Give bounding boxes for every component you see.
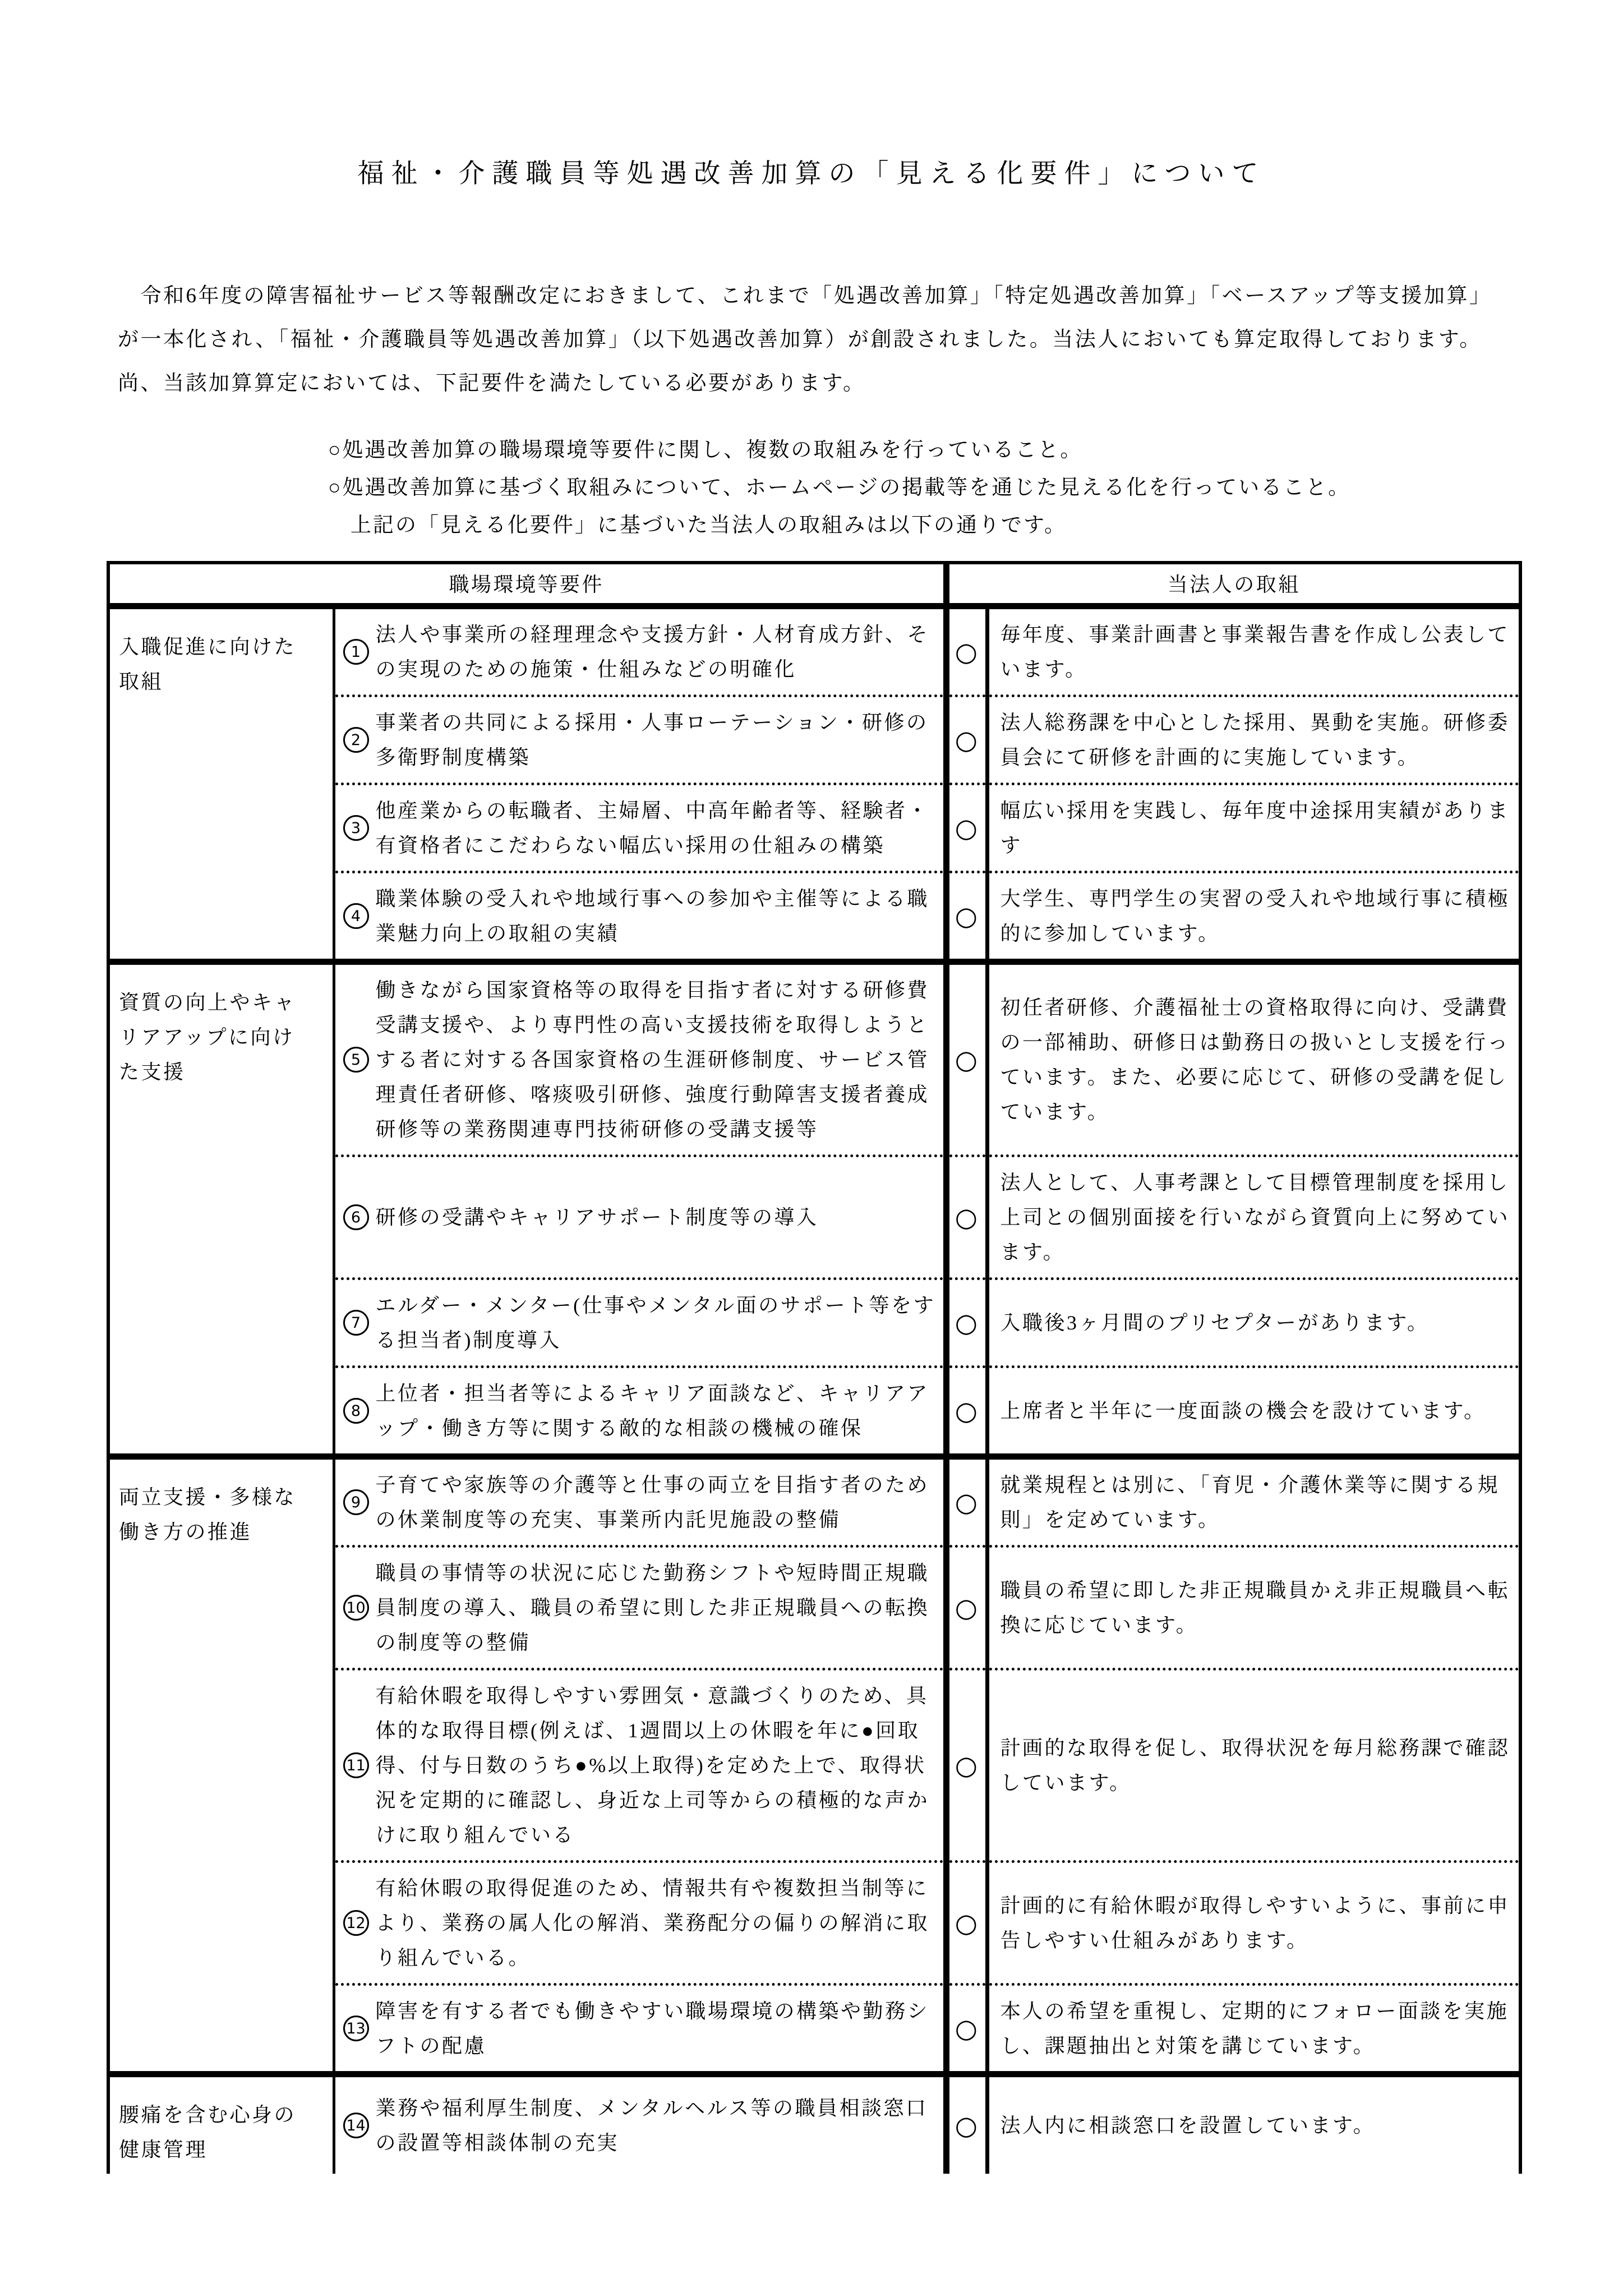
group-label-cell: 腰痛を含む心身の健康管理 xyxy=(108,2074,334,2174)
requirement-content xyxy=(343,1678,939,1852)
mark-cell: ○ xyxy=(946,2074,987,2174)
requirement-content xyxy=(343,2091,939,2160)
requirement-content xyxy=(343,1871,939,1975)
requirement-cell xyxy=(334,1547,946,1669)
requirement-cell xyxy=(334,1156,946,1279)
mark-cell: ○ xyxy=(946,962,987,1156)
requirement-text: 障害を有する者でも働きやすい職場環境の構築や勤務シフトの配慮 xyxy=(375,2000,930,2057)
group-label-cell: 入職促進に向けた取組 xyxy=(108,606,334,962)
page-title: 福祉・介護職員等処遇改善加算の「見える化要件」について xyxy=(357,159,1266,188)
initiative-cell: 毎年度、事業計画書と事業報告書を作成し公表しています。 xyxy=(987,606,1520,696)
requirement-text: 業務や福利厚生制度、メンタルヘルス等の職員相談窓口の設置等相談体制の充実 xyxy=(375,2097,928,2154)
intro-line: が一本化され、「福祉・介護職員等処遇改善加算」（以下処遇改善加算）が創設されました。当法人においても算定取得しております。 xyxy=(118,328,1482,351)
table-row xyxy=(108,606,1520,696)
mark-cell: ○ xyxy=(946,1367,987,1457)
mark-cell: ○ xyxy=(946,1547,987,1669)
item-number-badge: 2 xyxy=(343,727,369,753)
mark-cell: ○ xyxy=(946,1156,987,1279)
requirement-text: 職業体験の受入れや地域行事への参加や主催等による職業魅力向上の取組の実績 xyxy=(375,887,930,945)
requirement-text: 他産業からの転職者、主婦層、中高年齢者等、経験者・有資格者にこだわらない幅広い採用の仕組みの構築 xyxy=(375,799,930,857)
requirement-cell xyxy=(334,1862,946,1985)
initiative-cell: 法人内に相談窓口を設置しています。 xyxy=(987,2074,1520,2174)
requirement-content xyxy=(343,1288,939,1358)
column-header-workplace-requirements: 職場環境等要件 xyxy=(108,563,946,606)
requirement-text: 職員の事情等の状況に応じた勤務シフトや短時間正規職員制度の導入、職員の希望に則した非正規職員への転換の制度等の整備 xyxy=(375,1562,930,1654)
bullet-item: ○処遇改善加算の職場環境等要件に関し、複数の取組みを行っていること。 xyxy=(328,439,1083,462)
requirement-text: 有給休暇の取得促進のため、情報共有や複数担当制等により、業務の属人化の解消、業務配分の偏りの解消に取り組んでいる。 xyxy=(375,1877,930,1969)
requirement-content xyxy=(343,1467,939,1537)
requirement-content xyxy=(343,1200,939,1235)
group-label-cell: 両立支援・多様な働き方の推進 xyxy=(108,1457,334,2074)
requirement-text: 子育てや家族等の介護等と仕事の両立を目指す者のための休業制度等の充実、事業所内託児施設の整備 xyxy=(375,1474,930,1531)
mark-cell: ○ xyxy=(946,696,987,784)
requirement-text: 有給休暇を取得しやすい雰囲気・意識づくりのため、具体的な取得目標(例えば、1週間以上の休暇を年に●回取得、付与日数のうち●%以上取得)を定めた上で、取得状況を定期的に確認し、身近な上司等からの積極的な声かけに取り組んでいる xyxy=(375,1685,930,1846)
bullet-item: ○処遇改善加算に基づく取組みについて、ホームページの掲載等を通じた見える化を行っていること。 xyxy=(328,476,1351,499)
requirement-cell xyxy=(334,1367,946,1457)
column-header-corporation-initiatives: 当法人の取組 xyxy=(946,563,1520,606)
requirement-cell xyxy=(334,2074,946,2174)
initiative-cell: 職員の希望に即した非正規職員かえ非正規職員へ転換に応じています。 xyxy=(987,1547,1520,1669)
intro-line: 令和6年度の障害福祉サービス等報酬改定におきまして、これまで「処遇改善加算」「特定処遇改善加算」「ベースアップ等支援加算」 xyxy=(118,284,1492,307)
table-row xyxy=(108,2074,1520,2174)
initiative-cell: 計画的な取得を促し、取得状況を毎月総務課で確認しています。 xyxy=(987,1669,1520,1862)
requirement-content xyxy=(343,973,939,1147)
mark-cell: ○ xyxy=(946,1862,987,1985)
item-number-badge: 13 xyxy=(343,2016,369,2041)
requirement-content xyxy=(343,705,939,775)
requirement-content xyxy=(343,1994,939,2063)
mark-cell: ○ xyxy=(946,784,987,872)
item-number-badge: 4 xyxy=(343,903,369,929)
requirement-content xyxy=(343,617,939,687)
requirement-text: 事業者の共同による採用・人事ローテーション・研修の多衛野制度構築 xyxy=(375,711,929,769)
item-number-badge: 10 xyxy=(343,1595,369,1621)
mark-cell: ○ xyxy=(946,1669,987,1862)
bullet-item: 上記の「見える化要件」に基づいた当法人の取組みは以下の通りです。 xyxy=(328,514,1067,537)
requirement-text: エルダー・メンター(仕事やメンタル面のサポート等をする担当者)制度導入 xyxy=(375,1294,936,1351)
initiative-cell: 本人の希望を重視し、定期的にフォロー面談を実施し、課題抽出と対策を講じています。 xyxy=(987,1985,1520,2074)
requirement-cell xyxy=(334,696,946,784)
requirement-cell xyxy=(334,1457,946,1547)
item-number-badge: 3 xyxy=(343,815,369,841)
requirement-text: 法人や事業所の経理理念や支援方針・人材育成方針、その実現のための施策・仕組みなどの明確化 xyxy=(375,623,930,680)
initiative-cell: 就業規程とは別に、「育児・介護休業等に関する規則」を定めています。 xyxy=(987,1457,1520,1547)
requirement-content xyxy=(343,1556,939,1660)
intro-paragraph xyxy=(118,274,1516,406)
requirement-cell xyxy=(334,962,946,1156)
table-row xyxy=(108,1457,1520,1547)
requirement-content xyxy=(343,793,939,863)
initiative-cell: 初任者研修、介護福祉士の資格取得に向け、受講費の一部補助、研修日は勤務日の扱いとし支援を行っています。また、必要に応じて、研修の受講を促しています。 xyxy=(987,962,1520,1156)
requirement-cell xyxy=(334,1985,946,2074)
initiative-cell: 計画的に有給休暇が取得しやすいように、事前に申告しやすい仕組みがあります。 xyxy=(987,1862,1520,1985)
item-number-badge: 7 xyxy=(343,1310,369,1336)
mark-cell: ○ xyxy=(946,1457,987,1547)
mark-cell: ○ xyxy=(946,1279,987,1367)
item-number-badge: 8 xyxy=(343,1398,369,1424)
requirement-cell xyxy=(334,1669,946,1862)
table-header-row xyxy=(108,563,1520,606)
initiative-cell: 上席者と半年に一度面談の機会を設けています。 xyxy=(987,1367,1520,1457)
initiative-cell: 法人総務課を中心とした採用、異動を実施。研修委員会にて研修を計画的に実施しています。 xyxy=(987,696,1520,784)
requirement-cell xyxy=(334,872,946,962)
requirement-cell xyxy=(334,606,946,696)
requirements-bullet-list xyxy=(328,431,1623,544)
initiative-cell: 入職後3ヶ月間のプリセプターがあります。 xyxy=(987,1279,1520,1367)
intro-line: 尚、当該加算算定においては、下記要件を満たしている必要があります。 xyxy=(118,372,866,395)
requirement-content xyxy=(343,1376,939,1446)
mark-cell: ○ xyxy=(946,606,987,696)
requirement-cell xyxy=(334,1279,946,1367)
item-number-badge: 14 xyxy=(343,2113,369,2138)
group-label-cell: 資質の向上やキャリアアップに向けた支援 xyxy=(108,962,334,1457)
requirement-text: 働きながら国家資格等の取得を目指す者に対する研修費受講支援や、より専門性の高い支援技術を取得しようとする者に対する各国家資格の生涯研修制度、サービス管理責任者研修、喀痰吸引研修、強度行動障害支援者養成研修等の業務関連専門技術研修の受講支援等 xyxy=(375,979,930,1140)
item-number-badge: 5 xyxy=(343,1047,369,1073)
initiative-cell: 幅広い採用を実践し、毎年度中途採用実績があります xyxy=(987,784,1520,872)
item-number-badge: 9 xyxy=(343,1489,369,1515)
visibility-requirements-table xyxy=(107,561,1522,2174)
requirement-text: 上位者・担当者等によるキャリア面談など、キャリアアップ・働き方等に関する敵的な相談の機械の確保 xyxy=(375,1382,930,1439)
mark-cell: ○ xyxy=(946,1985,987,2074)
mark-cell: ○ xyxy=(946,872,987,962)
requirement-content xyxy=(343,881,939,951)
requirement-cell xyxy=(334,784,946,872)
item-number-badge: 11 xyxy=(343,1752,369,1778)
initiative-cell: 大学生、専門学生の実習の受入れや地域行事に積極的に参加しています。 xyxy=(987,872,1520,962)
item-number-badge: 12 xyxy=(343,1910,369,1936)
item-number-badge: 1 xyxy=(343,639,369,665)
table-row xyxy=(108,962,1520,1156)
requirement-text: 研修の受講やキャリアサポート制度等の導入 xyxy=(375,1206,819,1228)
initiative-cell: 法人として、人事考課として目標管理制度を採用し上司との個別面接を行いながら資質向上に努めています。 xyxy=(987,1156,1520,1279)
item-number-badge: 6 xyxy=(343,1204,369,1230)
